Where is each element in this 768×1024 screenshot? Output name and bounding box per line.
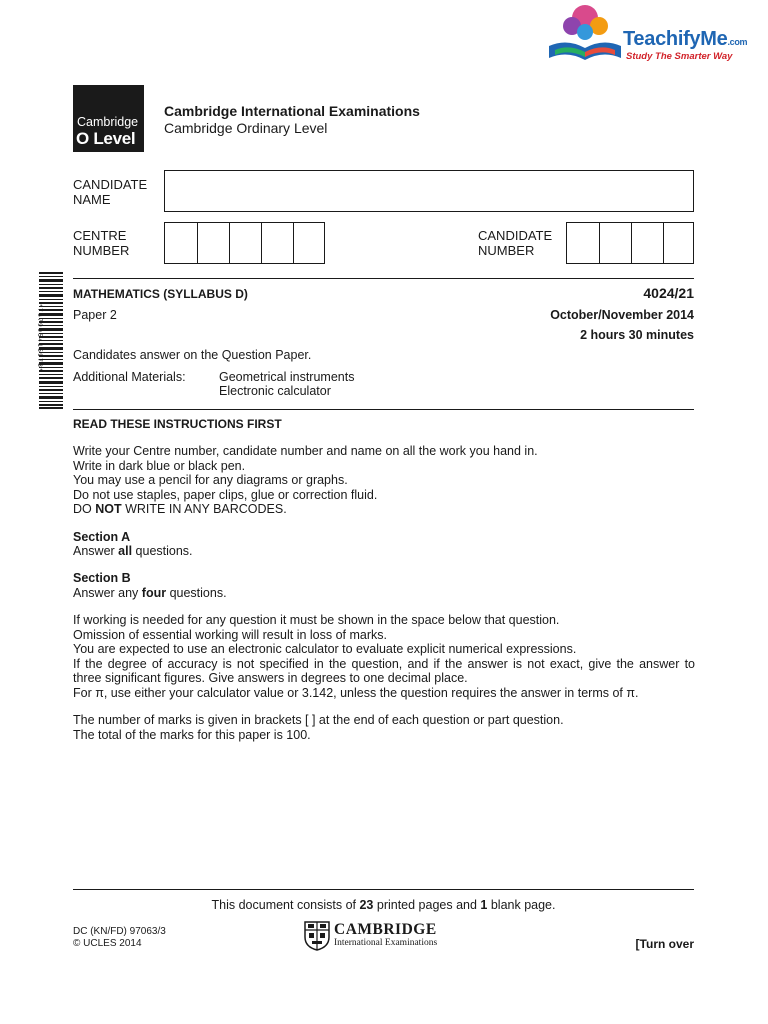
exam-level-title: Cambridge Ordinary Level (164, 120, 328, 136)
instruction-line: Write your Centre number, candidate number and name on all the work you hand in. (73, 444, 538, 458)
turn-over: [Turn over (635, 937, 694, 951)
candidate-number-label: CANDIDATE NUMBER (478, 228, 553, 258)
instruction-line: Do not use staples, paper clips, glue or correction fluid. (73, 487, 378, 502)
instructions-marks (73, 713, 695, 742)
teachifyme-tagline: Study The Smarter Way (626, 51, 733, 62)
subject-title: MATHEMATICS (SYLLABUS D) (73, 287, 248, 301)
exam-session: October/November 2014 (550, 308, 694, 322)
instruction-line: If the degree of accuracy is not specified in the question, and if the answer is not exact, give the answer to (73, 656, 695, 671)
page-count: This document consists of 23 printed pages and 1 blank page. (211, 898, 556, 912)
exam-board-title: Cambridge International Examinations (164, 103, 420, 119)
divider (73, 409, 694, 410)
centre-number-label: CENTRE NUMBER (73, 228, 130, 258)
instruction-line: You are expected to use an electronic calculator to evaluate explicit numerical expressions. (73, 642, 577, 656)
answer-on-paper: Candidates answer on the Question Paper. (73, 348, 312, 362)
cambridge-logo (304, 921, 464, 951)
cambridge-logo-title: CAMBRIDGE (334, 921, 437, 938)
section-a-heading: Section A (73, 530, 131, 544)
instructions-heading: READ THESE INSTRUCTIONS FIRST (73, 417, 282, 431)
badge-cambridge: Cambridge (77, 115, 139, 129)
centre-number-field[interactable] (164, 222, 325, 264)
candidate-name-field[interactable] (164, 170, 694, 212)
instruction-line: The total of the marks for this paper is 100. (73, 727, 311, 742)
section-b-instruction: Answer any four questions. (73, 586, 227, 600)
section-b-heading: Section B (73, 571, 131, 585)
document-reference: DC (KN/FD) 97063/3 © UCLES 2014 (73, 926, 166, 949)
material-2: Electronic calculator (219, 384, 331, 398)
instruction-line: If working is needed for any question it must be shown in the space below that question. (73, 613, 560, 627)
instructions-general (73, 444, 695, 517)
candidate-name-label: CANDIDATE NAME (73, 177, 148, 207)
olevel-badge (73, 85, 144, 152)
divider (73, 889, 694, 890)
instruction-line: DO NOT WRITE IN ANY BARCODES. (73, 502, 287, 516)
instruction-line: three significant figures. Give answers in degrees to one decimal place. (73, 671, 468, 685)
instruction-line: Omission of essential working will result in loss of marks. (73, 627, 387, 642)
instruction-line: Write in dark blue or black pen. (73, 458, 246, 473)
material-1: Geometrical instruments (219, 370, 355, 384)
badge-olevel: O Level (76, 129, 136, 148)
instruction-line: The number of marks is given in brackets [ ] at the end of each question or part question. (73, 713, 564, 727)
barcode (31, 272, 63, 409)
instructions-working (73, 613, 695, 700)
teachifyme-brand: TeachifyMe.com (623, 28, 748, 50)
exam-duration: 2 hours 30 minutes (580, 328, 694, 342)
cambridge-logo-subtitle: International Examinations (334, 938, 438, 948)
cambridge-shield-icon (304, 921, 330, 951)
paper-number: Paper 2 (73, 308, 117, 322)
teachifyme-domain: .com (727, 37, 748, 47)
barcode-digits: * 7 6 7 9 0 5 4 1 5 9 7 3 * (36, 304, 42, 371)
paper-code: 4024/21 (643, 285, 694, 301)
section-a-instruction: Answer all questions. (73, 544, 193, 558)
candidate-number-field[interactable] (566, 222, 694, 264)
divider (73, 278, 694, 279)
instruction-line: You may use a pencil for any diagrams or graphs. (73, 473, 348, 487)
instruction-line: For π, use either your calculator value or 3.142, unless the question requires the answer in terms of π. (73, 685, 639, 700)
materials-label: Additional Materials: (73, 370, 186, 384)
